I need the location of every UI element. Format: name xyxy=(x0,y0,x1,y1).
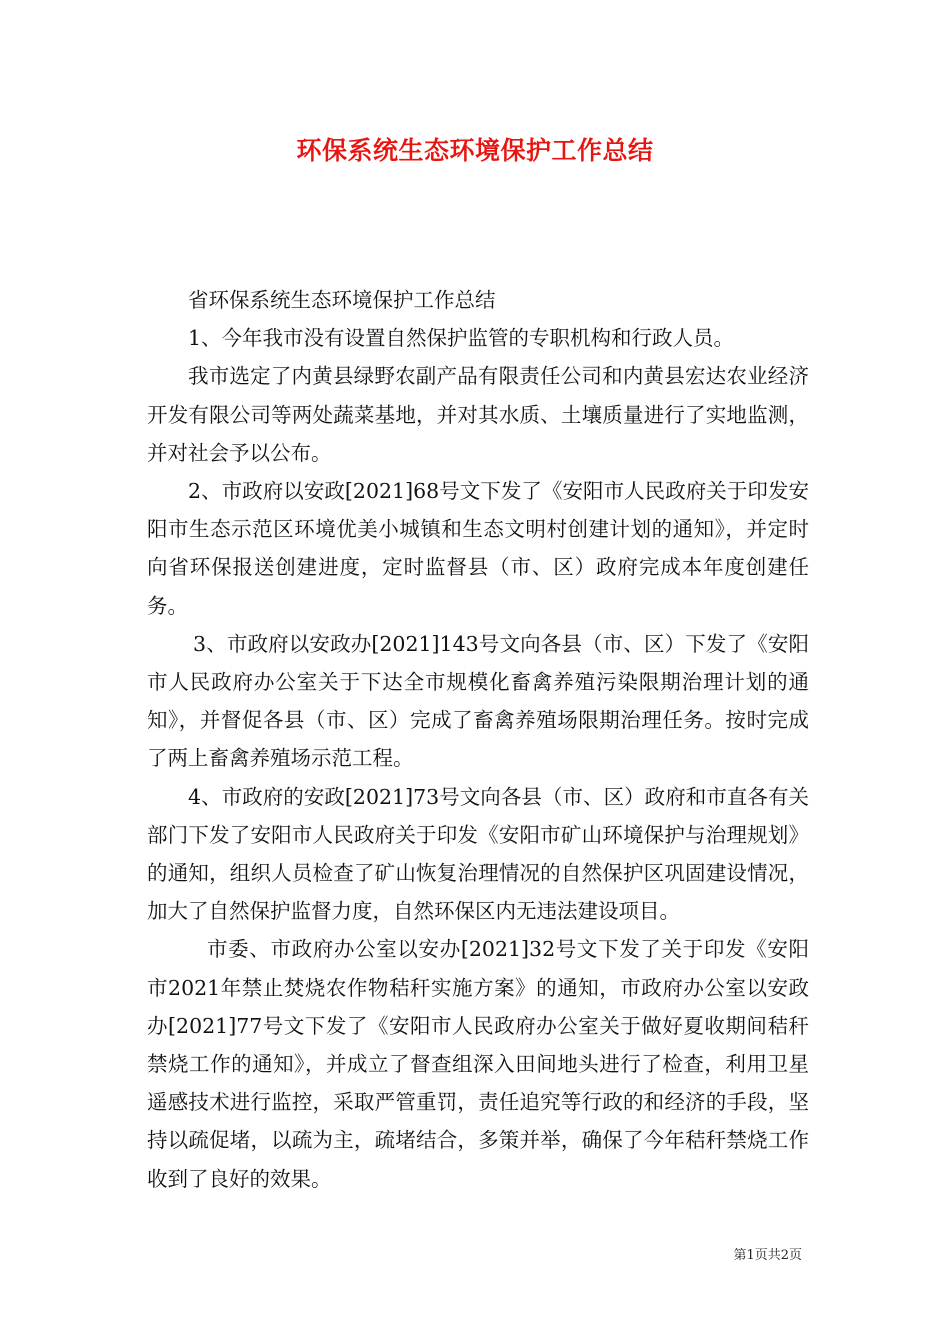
paragraph-6: 市委、市政府办公室以安办[2021]32号文下发了关于印发《安阳市2021年禁止焚烧农作物秸秆实施方案》的通知，市政府办公室以安政办[2021]77号文下发了《安阳市人民政府办公室关于做好夏收期间秸秆禁烧工作的通知》，并成立了督查组深入田间地头进行了检查，利用卫星遥感技术进行监控，采取严管重罚，责任追究等行政的和经济的手段，坚持以疏促堵，以疏为主，疏堵结合，多策并举，确保了今年秸秆禁烧工作收到了良好的效果。 xyxy=(147,937,809,1191)
paragraph-3: 2、市政府以安政[2021]68号文下发了《安阳市人民政府关于印发安阳市生态示范区环境优美小城镇和生态文明村创建计划的通知》，并定时向省环保报送创建进度，定时监督县（市、区）政府完成本年度创建任务。 xyxy=(147,479,809,618)
paragraph-5: 4、市政府的安政[2021]73号文向各县（市、区）政府和市直各有关部门下发了安阳市人民政府关于印发《安阳市矿山环境保护与治理规划》的通知，组织人员检查了矿山恢复治理情况的自然保护区巩固建设情况，加大了自然保护监督力度，自然环保区内无违法建设项目。 xyxy=(147,784,809,924)
document-body xyxy=(147,281,809,1198)
paragraph-1: 1、今年我市没有设置自然保护监管的专职机构和行政人员。 xyxy=(188,326,735,351)
page-number: 第1页共2页 xyxy=(733,1248,802,1263)
paragraph-4: 3、市政府以安政办[2021]143号文向各县（市、区）下发了《安阳市人民政府办公室关于下达全市规模化畜禽养殖污染限期治理计划的通知》，并督促各县（市、区）完成了畜禽养殖场限期治理任务。按时完成了两上畜禽养殖场示范工程。 xyxy=(147,631,809,771)
paragraph-subtitle: 省环保系统生态环境保护工作总结 xyxy=(188,288,496,312)
paragraph-2: 我市选定了内黄县绿野农副产品有限责任公司和内黄县宏达农业经济开发有限公司等两处蔬菜基地，并对其水质、土壤质量进行了实地监测，并对社会予以公布。 xyxy=(147,364,809,465)
document-title: 环保系统生态环境保护工作总结 xyxy=(296,136,654,165)
